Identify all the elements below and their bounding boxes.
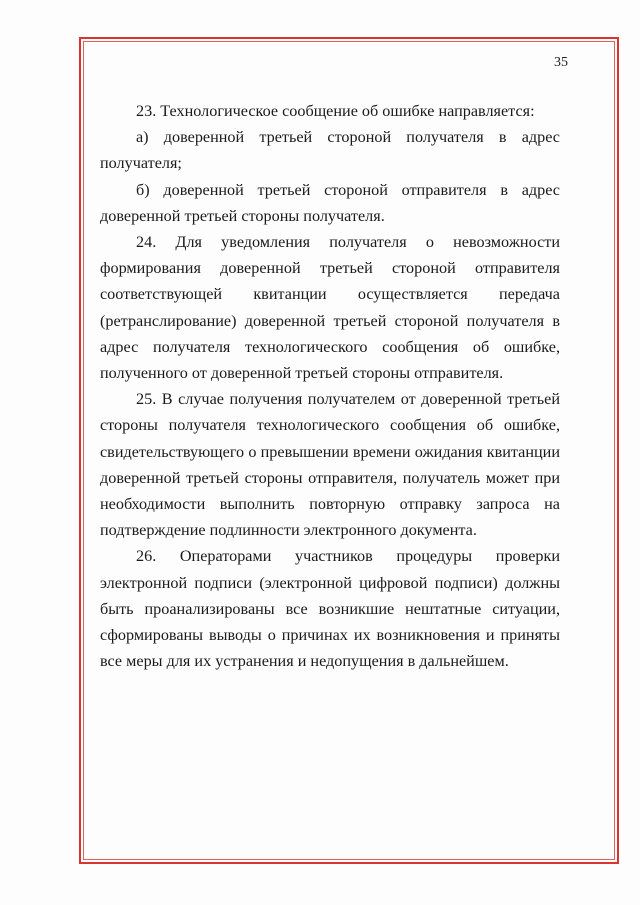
paragraph-23-b: б) доверенной третьей стороной отправителя в адрес доверенной третьей стороны получателя. <box>100 180 560 225</box>
paragraph-24: 24. Для уведомления получателя о невозможности формирования доверенной третьей стороной отправителя соответствующей квитанции осуществляется передача (ретранслирование) доверенной третьей стороной получателя в адрес получателя технологического сообщения об ошибке, полученного от доверенной третьей стороны отправителя. <box>100 233 560 383</box>
paragraph-23-a: а) доверенной третьей стороной получателя в адрес получателя; <box>100 128 560 173</box>
paragraph-26: 26. Операторами участников процедуры проверки электронной подписи (электронной цифровой подписи) должны быть проанализированы все возникшие нештатные ситуации, сформированы выводы о причинах их возникновения и приняты все меры для их устранения и недопущения в дальнейшем. <box>100 547 560 671</box>
page-number: 35 <box>554 55 568 70</box>
paragraph-25: 25. В случае получения получателем от доверенной третьей стороны получателя технологического сообщения об ошибке, свидетельствующего о превышении времени ожидания квитанции доверенной третьей стороны отправителя, получатель может при необходимости выполнить повторную отправку запроса на подтверждение подлинности электронного документа. <box>100 390 560 540</box>
paragraph-23: 23. Технологическое сообщение об ошибке направляется: <box>136 102 535 120</box>
document-body <box>100 98 560 674</box>
